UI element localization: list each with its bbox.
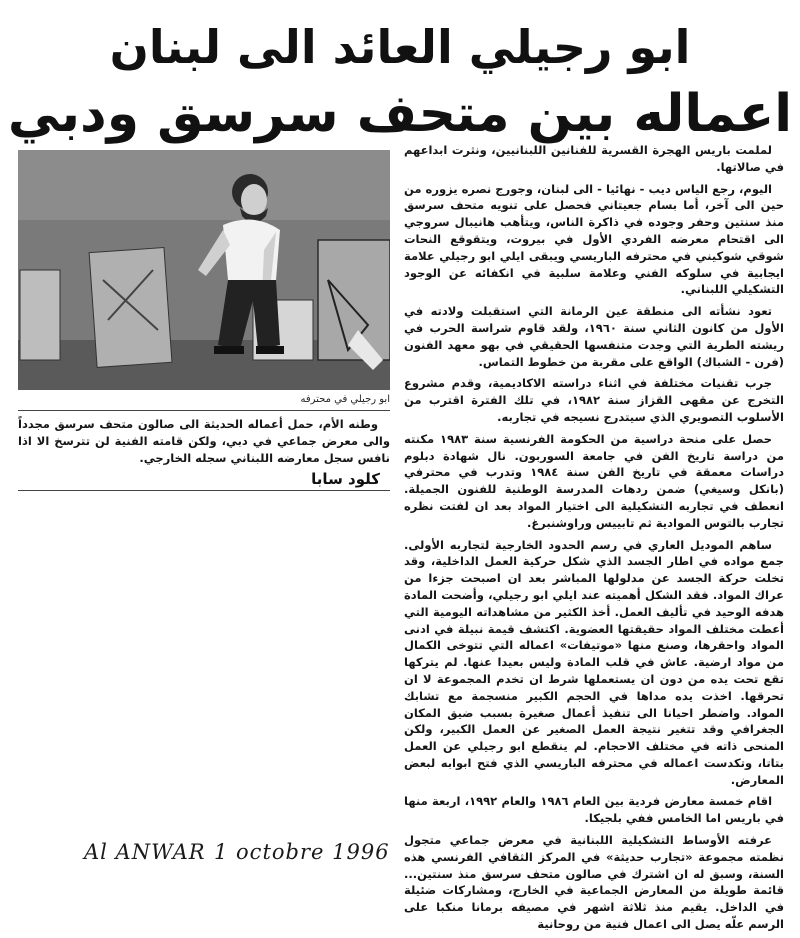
artist-photo	[18, 150, 390, 390]
left-paragraph: وطنه الأم، حمل أعماله الحديثة الى صالون متحف سرسق مجدداً والى معرض جماعي في دبي، ولكن قامته الفنية لن تترسخ الا اذا نافس سجل معارضه اللبناني سجله الخارجي.	[18, 417, 390, 465]
left-column	[18, 416, 390, 471]
photo-illustration	[18, 150, 390, 390]
right-paragraph: تعود نشأته الى منطقة عين الرمانة التي استقبلت ولادته في الأول من كانون الثاني سنة ١٩٦٠، ولقد قاوم شراسة الحرب في ريشته الطرية التي وجدت متنفسها الحقيقي في بهو معهد الفنون (فرن - الشباك) الواقع على مقربة من خطوط التماس.	[404, 304, 784, 369]
caption-divider	[18, 410, 390, 411]
handwritten-publication: Al ANWAR	[84, 840, 206, 864]
right-paragraph: اليوم، رجع الياس ديب - نهائيا - الى لبنان، وجورج نصره يزوره من حين الى آخر، أما بسام جعيتاني فحصل على تنويه متحف سرسق منذ سنتين وحفر وجوده في ذاكرة الناس، ويتأهب هانيبال سروجي الى اقتحام معرضه الفردي الأول في بيروت، ويتقوقع النحات شوقي شوكيني في محترفه الباريسي ويبقى ايلي ابو رجيلي علامة ايجابية في سلوكه الفني وعلامة سلبية في انكفائه عن الوجود التشكيلي اللبناني.	[404, 181, 784, 297]
right-paragraph: عرفته الأوساط التشكيلية اللبنانية في معرض جماعي متجول نظمته مجموعة «تجارب حديثة» في المركز الثقافي الفرنسي هذه السنة، وسبق له ان اشترك في صالون متحف سرسق منذ سنتين... قائمة طويلة من المعارض الجماعية في الخارج، ومشاركات ضئيلة في الداخل. يقيم منذ ثلاثة اشهر في مصيفه برمانا منكبا على الرسم علّه يصل الى اعمال فنية من روحانية	[404, 833, 784, 932]
right-paragraph: حصل على منحة دراسية من الحكومة الفرنسية سنة ١٩٨٣ مكنته من دراسة تاريخ الفن في جامعة السوربون. نال شهادة دبلوم دراسات معمقة في تاريخ الفن سنة ١٩٨٤ وتدرب في محترفي (بانكل وسيغي) ضمن ردهات المدرسة الوطنية للفنون الجميلة. انعطف في تجاربه التشكيلية الى اختيار المواد بعد ان لفتت نظره تجارب بالتوس الموادية ثم تابييس وراوشنبرغ.	[404, 431, 784, 530]
headline-line-2: اعماله بين متحف سرسق ودبي	[7, 84, 793, 144]
right-paragraph: اقام خمسة معارض فردية بين العام ١٩٨٦ والعام ١٩٩٢، اربعة منها في باريس اما الخامس ففي بلجيكا.	[404, 794, 784, 826]
right-paragraph: لملمت باريس الهجرة القسرية للفنانين اللبنانيين، ونثرت ابداعهم في صالاتها.	[404, 143, 784, 174]
right-column	[404, 142, 784, 938]
byline-divider	[18, 490, 390, 491]
right-paragraph: جرب تقنيات مختلفة في اثناء دراسته الاكاديمية، وقدم مشروع التخرج عن مقهى القزاز سنة ١٩٨٢، في تلك الفترة اقترب من الأسلوب التصويري الذي سيتدرج نسيجه في تجاربه.	[404, 376, 785, 424]
author-byline: كلود سابا	[311, 470, 380, 488]
right-paragraph: ساهم الموديل العاري في رسم الحدود الخارجية لتجاربه الأولى. جمع مواده في اطار الجسد الذي شكل حركية العمل الداخلية، وقد تخلت حركة الجسد عن مدلولها المباشر بعد ان اصبحت جزءا من عراك المواد. فقد الشكل أهميته عند ايلي ابو رجيلي، وأضحت المادة هدفه الوحيد في تأليف العمل. أخذ الكثير من مشاهداته اليومية التي أعطت مختلف المواد حقيقتها العضوية. اكتشف قيمة نبيلة في ادنى المواد واحقرها، وصنع منها «موتيفات» اعماله التي تتوخى الكمال من مواد ارضية. عاش في قلب المادة وليس بعيدا عنها. لم يتركها تقع تحت يده من دون ان يستعملها شرط ان تخدم المجموعة لا ان تحرقها. اخذت يده مداها في الحجم الكبير منسجمة مع تشابك المواد. واضطر احيانا الى تنفيذ أعمال صغيرة بسبب ضيق المكان الجغرافي وقد تتغير نتيجة العمل الصغير عن العمل الكبير، ولكن المنحى ذاته في مختلف الاحجام. لم ينقطع ابو رجيلي عن العمل بتاتا، وتكدست اعماله في محترفه الباريسي الذي فتح ابوابه لبعض المعارض.	[404, 537, 784, 787]
handwritten-date: 1 octobre 1996	[214, 840, 390, 864]
headline-line-1: ابو رجيلي العائد الى لبنان	[109, 20, 691, 74]
photo-caption: ابو رجيلي في محترفه	[300, 394, 390, 405]
